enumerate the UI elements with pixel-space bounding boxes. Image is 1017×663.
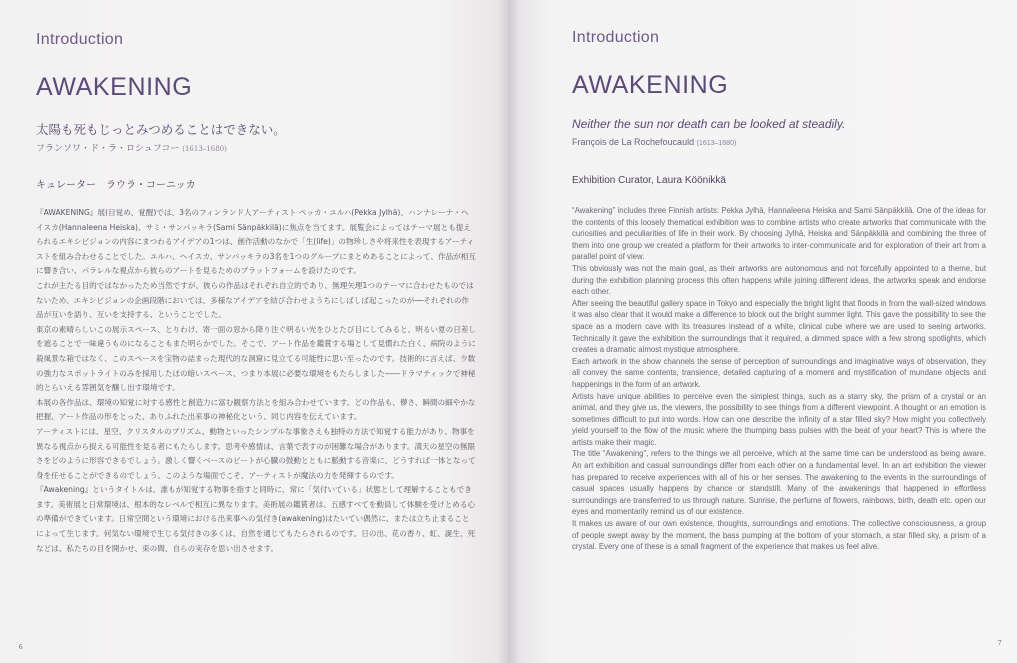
quote-author: François de La Rochefoucauld <box>572 137 695 147</box>
paragraph: Each artwork in the show channels the sense of perception of surroundings and imaginative ways of observation, they all convey the same contents, transience, detailed capturing of a moment and mystification of mundane objects and happenings in the form of an artwork. <box>572 356 986 389</box>
paragraph: 東京の素晴らしいこの展示スペース、とりわけ、寄一面の窓から降り注ぐ明るい光をひとたび目にしてみると、明るい夏の日差しを遮ることで一味違うものになることもまた明らかでした。そこで、アート作品を鑑賞する場として見慣れた白く、病院のように殺風景な箱ではなく、このスペースを宝物の詰まった現代的な洞窟に見立てる可能性に思い至ったのです。技術的に言えば、少数の強力なスポットライトのみを採用したほの暗いスペース、つまり本展に必要な環境をもたらしました――ドラマティックで神秘的とらいえる雰囲気を醸し出す環境です。 <box>36 324 476 393</box>
paragraph: アーティストには、星空、クリスタルのプリズム、動物といったシンプルな事象さえも独特の方法で知覚する能力があり、物事を異なる視点から捉える可能性を見る者にもたらします。思考や感情は、言葉で表すのが困難な場合があります。満天の星空の無限さをどのように形容できるでしょう。激しく響くベースのビートが心臓の鼓動とともに脈動する音楽に、どうすれば一体となって身を任せることができるのでしょう。このような場面でこそ、アーティストが魔法の力を発揮するのです。 <box>36 426 476 480</box>
page-number: 7 <box>998 639 1002 647</box>
quote-attribution <box>572 137 736 147</box>
paragraph: 本展の各作品は、環境の知覚に対する感性と創造力に富む観察方法とを組み合わせています。どの作品も、儚さ、瞬間の細やかな把握、アート作品の形をとった、ありふれた出来事の神秘化という、同じ内容を伝えています。 <box>36 397 476 422</box>
curator-credit: キュレーター ラウラ・コーニッカ <box>36 180 196 191</box>
section-label: Introduction <box>36 31 124 48</box>
paragraph: 『Awakening』というタイトルは、誰もが知覚する物事を指すと同時に、常に「気付いている」状態として理解することもできます。美術展と日常環境は、根本的なレベルで相互に異なります。美術展の鑑賞者は、五感すべてを動員して体験を受けとめる心の準備ができています。日常空間という環境における出来事への気付き(awakening)はたいてい偶然に、または立ち止まることによって生じます。何気ない環境で生じる気付きの多くは、自然を通じてもたらされるのです。日の出、花の香り、虹、誕生、死などは、私たちの目を開かせ、束の間、自らの実存を思い出させます。 <box>36 485 476 553</box>
quote-attribution <box>36 141 227 154</box>
section-label: Introduction <box>572 29 660 46</box>
page-title: AWAKENING <box>572 71 729 99</box>
body-text <box>572 205 986 553</box>
page-number: 6 <box>19 643 23 651</box>
curator-credit: Exhibition Curator, Laura Köönikkä <box>572 175 726 186</box>
paragraph: The title “Awakening”, refers to the things we all perceive, which at the same time can be understood as being aware. An art exhibition and casual surroundings differ from each other on a fundamental level. In an art exhibition the viewer has prepared to receive experiences with all of his or her senses. The awakening to the events in the surroundings of casual spaces usually happens by chance or standstill. Many of the awakenings that happened in effortless surroundings are transferred to us through nature. Sunrise, the perfume of flowers, rainbows, birth, death etc. open our eyes and momentarily remind us of our existence. <box>572 449 986 517</box>
body-text <box>36 206 476 556</box>
paragraph: It makes us aware of our own existence, thoughts, surroundings and emotions. The collective consciousness, a group of people swept away by the moment, the bass pumping at the bottom of your stomach, a star filled sky, a prism of a crystal. Every one of these is a small fragment of the experience that makes us feel alive. <box>572 519 986 552</box>
left-page <box>0 0 508 663</box>
paragraph: “Awakening” includes three Finnish artists: Pekka Jylhä, Hannaleena Heiska and Sami Sänpäkkilä. One of the ideas for the contents of this loosely thematical exhibition was to combine artists who create artworks that communicate with the curiosities and peculiarities of life in their work. By choosing Jylhä, Heiska and Sänpäkkilä and combining the three of them into one group we created a platform for their artworks to inter-communicate and for exploration of their art from a parallel point of view. <box>572 206 986 262</box>
paragraph: これが主たる目的ではなかったため当然ですが、彼らの作品はそれぞれ自立的であり、無理矢理1つのテーマに合わせたものではないため、エキシビジョンの企画段階においては、多様なアイデアを結び合わせようちにしばしば起こったのが──それぞれの作品が互いを語り、互いを支持する、ということでした。 <box>36 280 474 320</box>
epigraph-quote: 太陽も死もじっとみつめることはできない。 <box>36 122 286 137</box>
paragraph: This obviously was not the main goal, as their artworks are autonomous and not forcefully appointed to a theme, but during the exhibition planning process this often happens while joining different ideas, the artworks speak and endorse each other. <box>572 263 986 297</box>
paragraph: Artists have unique abilities to perceive even the simplest things, such as a starry sky, the prism of a crystal or an animal, and they give us, the viewers, the possibility to see things from a different viewpoint. A thought or an emotion is sometimes difficult to put into words. How can one describe the infinity of a star filled sky? How might you collectively yield yourself to the flow of the music where the thumping bass pulses with the beat of your heart? This is where the artists make their magic. <box>572 391 986 447</box>
quote-author: フランソワ・ド・ラ・ロシュフコー <box>36 144 180 154</box>
quote-years: (1613–1680) <box>182 145 227 153</box>
quote-years: (1613–1680) <box>696 140 737 147</box>
right-page <box>508 0 1017 663</box>
page-title: AWAKENING <box>36 73 193 101</box>
paragraph: 『AWAKENING』展(目覚め、覚醒)では、3名のフィンランド人アーティスト ペッカ・ユルハ(Pekka Jylhä)、ハンナレーナ・ヘイスカ(Hannaleena Heiska)、サミ・サンパッキラ(Sami Sänpäkkilä)に焦点を当てます。展覧会によってはテーマ展とも提え られるエキシビジョンの内容にまつわるアイデアの1つは、創作活動のなかで「生(life)」の物珍しさや将来性を表現するアーティストを組み合わせることでした。ユルハ、ヘイスカ、サンパッキラの3名を1つのグループにまとめあることによって、作品が相互に響き合い、パラレルな視点から彼らのアートを見るためのプラットフォームを設けたのです。 <box>36 208 476 276</box>
epigraph-quote: Neither the sun nor death can be looked at steadily. <box>572 117 846 131</box>
paragraph: After seeing the beautiful gallery space in Tokyo and especially the bright light that floods in from the wall-sized windows it was also clear that it would make a difference to block out the bright summer light. This gave the possibility to see the space as a modern cave with its treasures instead of a white, clinical cube where we are used to seeing artworks. Technically it gave the exhibition the surroundings that it required, a dimmed space with a few strong spotlights, which creates a dramatic almost mystique atmosphere. <box>572 298 986 355</box>
